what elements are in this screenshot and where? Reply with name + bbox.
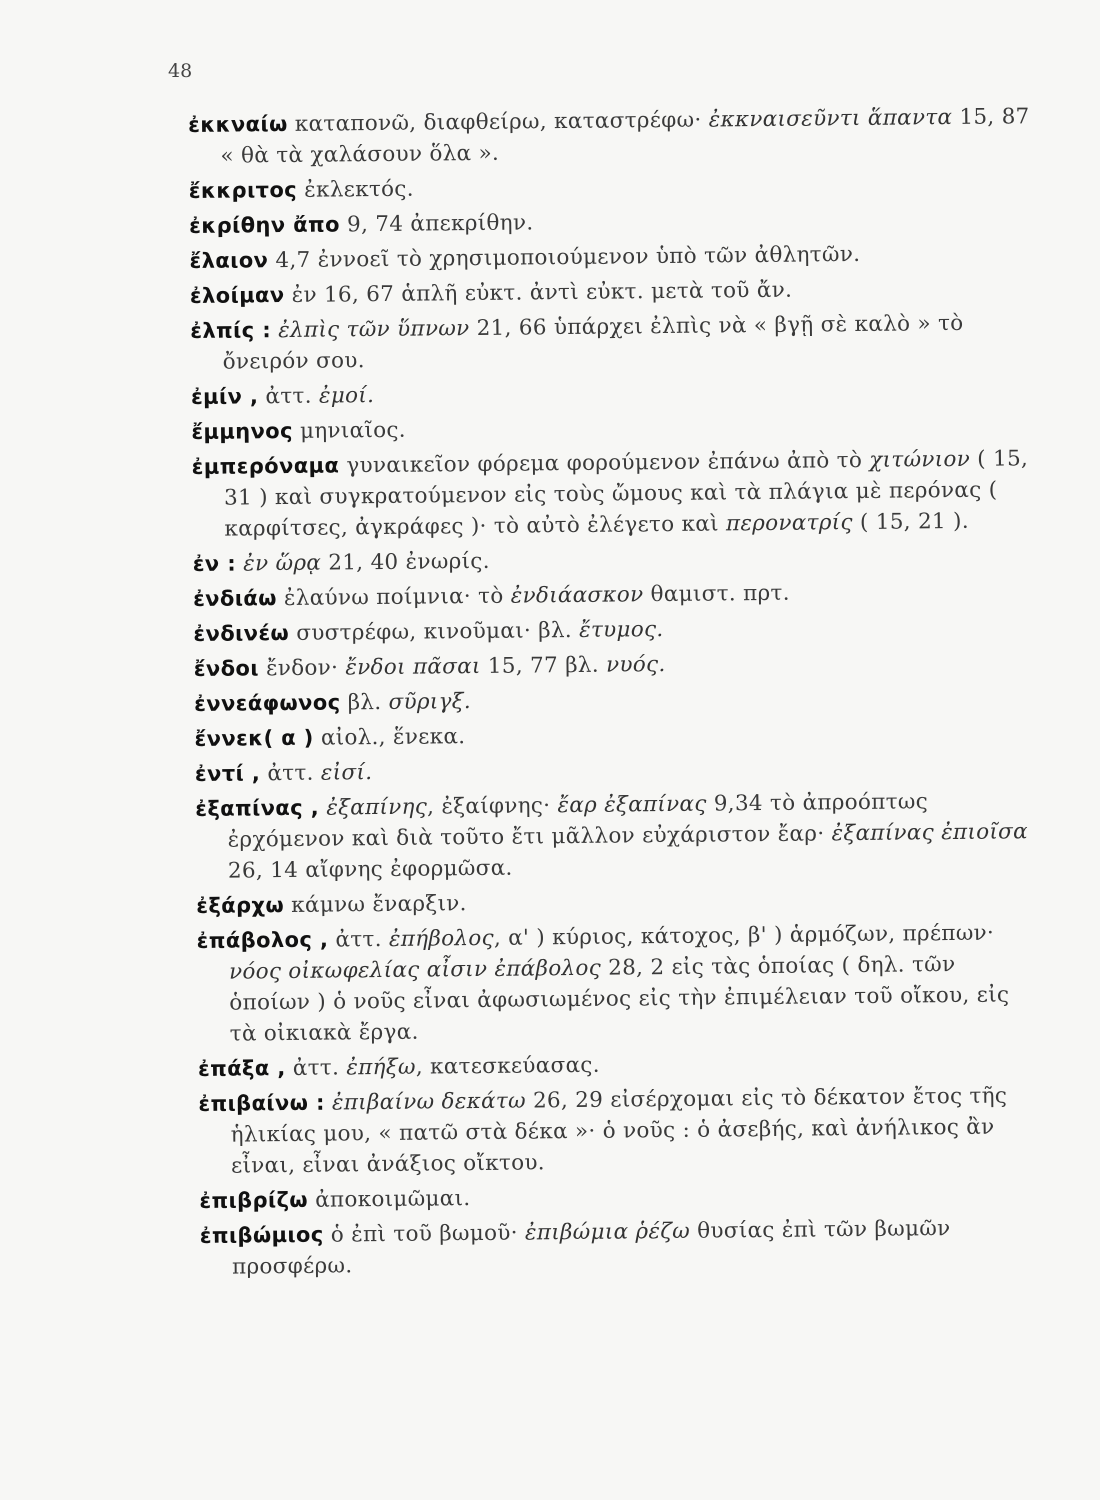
glossary-entry	[188, 101, 1031, 172]
glossary-entry	[192, 443, 1035, 545]
definition-text: 26, 14 αἴφνης ἐφορμῶσα.	[227, 855, 513, 884]
italic-citation: ἐνδιάασκον	[510, 582, 644, 609]
definition-text: θυσίας ἐπὶ τῶν βωμῶν προσφέρω.	[231, 1216, 951, 1280]
italic-citation: νυός.	[605, 652, 666, 678]
glossary-entry	[195, 785, 1038, 887]
glossary-entry	[196, 882, 1038, 922]
definition-text: βλ.	[340, 689, 389, 716]
headword: ἐνδιάω	[192, 586, 277, 611]
glossary-entry	[197, 917, 1040, 1050]
glossary-entry	[199, 1177, 1041, 1217]
definition-text: 15, 77 βλ.	[480, 652, 607, 679]
italic-citation: ἐπιβαίνω δεκάτω	[331, 1088, 526, 1116]
definition-text: ( 15, 31 ) καὶ συγκρατούμενον εἰς τοὺς ὤμους καὶ τὰ πλάγια μὲ περόνας ( καρφίτσες, ἀγκράφες )· τὸ αὐτὸ ἐλέγετο καὶ	[223, 446, 1029, 542]
definition-text: 26, 29 εἰσέρχομαι εἰς τὸ δέκατον ἔτος τῆς ἡλικίας μου, « πατῶ στὰ δέκα »· ὁ νοῦς : ὁ ἀσεβής, καὶ ἀνήλικος ἂν εἶναι, εἶναι ἀνάξιος οἴκτου.	[230, 1083, 1008, 1179]
definition-text: ἀττ.	[328, 926, 390, 953]
italic-citation: εἰσί.	[320, 760, 373, 786]
definition-text: θαμιστ. πρτ.	[643, 580, 790, 608]
glossary-entry	[198, 1080, 1041, 1182]
headword: ἔνδοι	[193, 656, 260, 681]
glossary-entry	[191, 373, 1033, 413]
headword: ἐντί ,	[194, 761, 261, 786]
glossary-entry	[190, 307, 1033, 378]
headword: ἐλπίς :	[190, 318, 272, 343]
headword: ἐπάξα ,	[197, 1056, 286, 1081]
headword: ἔλαιον	[189, 248, 269, 273]
definition-text: ἔνδον·	[258, 655, 346, 682]
headword: ἐπιβαίνω :	[198, 1090, 325, 1116]
page-number: 48	[168, 60, 193, 82]
definition-text: ἀττ.	[285, 1055, 347, 1082]
italic-citation: ἔαρ ἐξαπίνας	[557, 791, 707, 819]
definition-text: ἀποκοιμῶμαι.	[307, 1186, 471, 1213]
definition-text: γυναικεῖον φόρεμα φορούμενον ἐπάνω ἀπὸ τὸ	[339, 447, 870, 479]
glossary-entry	[189, 237, 1031, 277]
definition-text: ἐν 16, 67 ἁπλῆ εὐκτ. ἀντὶ εὐκτ. μετὰ τοῦ ἄν.	[284, 277, 793, 308]
glossary-entry	[200, 1212, 1043, 1283]
definition-text: 21, 66 ὑπάρχει ἐλπὶς νὰ « βγῇ σὲ καλὸ » τὸ ὄνειρόν σου.	[222, 310, 964, 375]
italic-citation: ἐν ὥρᾳ	[243, 550, 322, 577]
glossary-entry	[191, 408, 1033, 448]
definition-text: 9,34 τὸ ἀπροόπτως ἐρχόμενον καὶ διὰ τοῦτο ἔτι μᾶλλον εὐχάριστον ἔαρ·	[227, 789, 929, 853]
glossary-entry	[194, 645, 1036, 685]
headword: ἔκκριτος	[188, 177, 298, 203]
italic-citation: ἐκκναισεῦντι ἅπαντα	[708, 104, 953, 133]
italic-citation: ἐπήξω	[346, 1054, 416, 1081]
definition-text: συστρέφω, κινοῦμαι· βλ.	[289, 617, 580, 646]
italic-citation: ἐπήβολος	[388, 925, 495, 952]
glossary-entry	[189, 202, 1031, 242]
definition-text: ἀττ.	[258, 383, 320, 410]
definition-text: , κατεσκεύασας.	[415, 1052, 600, 1080]
definition-text: ὁ ἐπὶ τοῦ βωμοῦ·	[323, 1220, 526, 1248]
headword: ἐν :	[192, 551, 237, 576]
headword: ἐξαπίνας ,	[195, 795, 320, 821]
glossary-entries	[188, 101, 1042, 1283]
definition-text: ἀττ.	[260, 760, 321, 787]
glossary-entry	[198, 1045, 1040, 1085]
definition-text: , ἐξαίφνης·	[426, 793, 558, 820]
italic-citation: σῦριγξ.	[388, 689, 472, 715]
definition-text: μηνιαῖος.	[292, 417, 406, 444]
glossary-entry	[189, 167, 1031, 207]
glossary-entry	[194, 680, 1036, 720]
definition-text: 4,7 ἐννοεῖ τὸ χρησιμοποιούμενον ὑπὸ τῶν ἀθλητῶν.	[268, 241, 861, 274]
headword: ἔμμηνος	[191, 418, 294, 444]
definition-text: αἰολ., ἕνεκα.	[313, 724, 466, 751]
italic-citation: ἐξαπίνης	[326, 794, 428, 821]
italic-citation: χιτώνιον	[869, 446, 971, 473]
definition-text: ἐκλεκτός.	[296, 176, 414, 203]
italic-citation: ἐπιβώμια ῥέζω	[524, 1218, 691, 1246]
definition-text: ( 15, 21 ).	[852, 508, 970, 536]
headword: ἔννεκ( α )	[194, 725, 314, 751]
glossary-entry	[194, 715, 1036, 755]
headword: ἐπιβώμιος	[199, 1222, 324, 1248]
glossary-entry	[195, 750, 1037, 790]
headword: ἐμίν ,	[190, 384, 259, 409]
headword: ἐκρίθην ἄπο	[189, 212, 341, 238]
italic-citation: ἐξαπίνας ἐπιοῖσα	[831, 819, 1029, 847]
glossary-entry	[190, 272, 1032, 312]
glossary-entry	[193, 610, 1035, 650]
headword: ἐπιβρίζω	[199, 1187, 309, 1213]
headword: ἐμπερόναμα	[191, 453, 340, 479]
headword: ἐξάρχω	[196, 893, 285, 918]
definition-text: 28, 2 εἰς τὰς ὁποίας ( δηλ. τῶν ὁποίων ) ὁ νοῦς εἶναι ἀφωσιωμένος εἰς τὴν ἐπιμέλειαν τοῦ οἴκου, εἰς τὰ οἰκιακὰ ἔργα.	[229, 952, 1010, 1047]
italic-citation: περονατρίς	[725, 510, 853, 537]
italic-citation: ἔτυμος.	[578, 617, 664, 643]
definition-text: ἐλαύνω ποίμνια· τὸ	[276, 583, 511, 612]
definition-text: 15, 87 « θὰ τὰ χαλάσουν ὅλα ».	[220, 104, 1030, 169]
definition-text: καταπονῶ, διαφθείρω, καταστρέφω·	[287, 107, 709, 137]
headword: ἐνδινέω	[193, 620, 290, 646]
definition-text: 9, 74 ἀπεκρίθην.	[339, 210, 534, 238]
glossary-entry	[193, 540, 1035, 580]
italic-citation: ἐμοί.	[318, 383, 375, 409]
definition-text: 21, 40 ἐνωρίς.	[321, 548, 490, 576]
italic-citation: ἔνδοι πᾶσαι	[345, 653, 481, 681]
glossary-entry	[193, 575, 1035, 615]
headword: ἐλοίμαν	[189, 283, 285, 308]
definition-text: κάμνω ἔναρξιν.	[283, 891, 467, 919]
headword: ἐκκναίω	[188, 111, 288, 137]
italic-citation: ἐλπὶς τῶν ὕπνων	[278, 316, 470, 344]
headword: ἐπάβολος ,	[196, 927, 329, 953]
italic-citation: νόος οἰκωφελίας αἶσιν ἐπάβολος	[228, 955, 602, 985]
definition-text: , α' ) κύριος, κάτοχος, β' ) ἁρμόζων, πρέπων·	[493, 920, 995, 951]
headword: ἐννεάφωνος	[194, 690, 341, 716]
